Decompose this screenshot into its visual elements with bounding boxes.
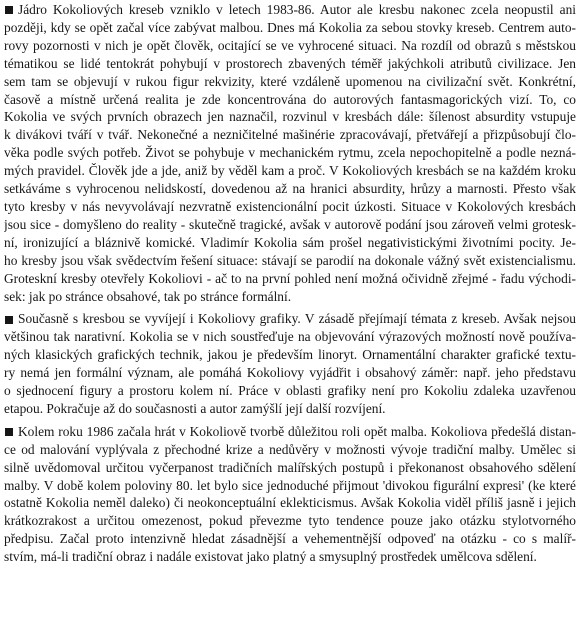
text-line: Kolem roku 1986 začala hrát v Kokoliově tvorbě důležitou roli opět malba. Kokoliova předešlá distan-: [4, 423, 576, 441]
text-line: předpisu. Začal proto intenzivně hledat zásadnější a vehementnější odpoveď na otázku - co s malíř-: [4, 531, 576, 547]
text-line: ostatně Kokolia neměl daleko) či neokonceptuální eklekticismus. Avšak Kokolia viděl příliš jasně i jejich: [4, 495, 576, 511]
text-line: stvím, má-li tradiční obraz i nadále existovat jako platný a smysuplný prostředek umělcova sdělení.: [4, 549, 537, 565]
text-line: tyto kresby v nás nevyvolávají nezvratně existencionální pocit úzkosti. Situace v Kokolových kresbách: [4, 198, 576, 214]
text-line: věka podle svých potřeb. Život se pohybuje v mechanickém rytmu, zcela nepochopitelně a podle nezná-: [4, 145, 576, 161]
text-line: Současně s kresbou se vyvíjejí i Kokoliovy grafiky. V zásadě přejímají témata z kreseb. Avšak nejsou: [4, 310, 576, 328]
text-line: Jádro Kokoliových kreseb vzniklo v letech 1983-86. Autor ale kresbu nakonec zcela neopustil ani: [4, 1, 576, 19]
text-line: většinou tak narativní. Kokolia se v nich soustřeďuje na objevování výrazových možností nově používa-: [4, 329, 576, 345]
text-line: krátkozrakost a určitou omezenost, pokud převezme tyto tendence pouze jako otázku stylotvorného: [4, 513, 576, 529]
text-line: sem tam se objevují v rukou figur rekvizity, které vzdáleně upomenou na civilizační svět. Konkrétní,: [4, 73, 576, 89]
text-line: ní, ironizující a bláznivě komické. Vladimír Kokolia sám prošel negativistickými životními pocity. Je-: [4, 234, 576, 250]
text-line: sek: jak po stránce obsahové, tak po stránce formální.: [4, 288, 292, 304]
text-line: jsou sice - domyšleno do reality - skutečně tragické, avšak v autorově podání jsou zároveň velmi grotesk-: [4, 216, 576, 232]
text-line: etapou. Pokračuje až do současnosti a autor zamýšlí její další rozvíjení.: [4, 400, 386, 416]
text-line: mých pravidel. Člověk jde a jde, aniž by věděl kam a proč. V Kokoliových kresbách se na každém kroku: [4, 163, 576, 179]
text-line: silně uvědomoval určitou vyčerpanost tradičních malířských postupů i překonanost obsahového sdělení: [4, 459, 576, 475]
text-line: o sjednocení figury a prostoru kolem ní. Práce v oblasti grafiky není pro Kokoliu zdaleka uzavřenou: [4, 383, 576, 399]
text-line: setkáváme s vyhrocenou nelidskostí, dovedenou až na hranici absurdity, hrůzy a marnosti. Přesto však: [4, 181, 576, 197]
bullet-square-icon: [5, 428, 13, 436]
text-line: Kokolia ve svých prvních obrazech jen naznačil, rozvinul v kresbách dále: šílenost absurdity vstupuje: [4, 109, 576, 125]
text-line: tématikou se lidé tentokrát pohybují v prostorech zbavených téměř jakýchkoli atributů civilizace. Jen: [4, 55, 576, 71]
paragraph-painting: [4, 423, 576, 566]
text-line: rovy pozornosti v nich je opět člověk, ocitající se ve vyhrocené situaci. Na rozdíl od obrazů s městskou: [4, 37, 576, 53]
text-line: ce od malování vyplývala z přechodné krize a nedůvěry v možnosti vývoje tradiční malby. Umělec si: [4, 441, 576, 457]
bullet-square-icon: [5, 6, 13, 14]
text-line: ho kresby jsou však svědectvím řešení situace: stávají se parodií na dokonale vážný svět existencialismu.: [4, 252, 576, 268]
text-line: k divákovi tváří v tvář. Nekonečné a nezničitelné mašinérie zpracovávají, přetvářejí a přizpůsobují člo-: [4, 127, 576, 143]
text-line: Groteskní kresby otevřely Kokoliovi - ač to na první pohled není možná očividně zřejmé - řadu východi-: [4, 270, 576, 286]
text-line: ných klasických grafických technik, jakou je především linoryt. Ornamentální charakter grafické textu-: [4, 347, 576, 363]
text-line: malby. V době kolem poloviny 80. let bylo sice jednoduché přijmout 'divokou figurální expresi' (ke které: [4, 477, 576, 493]
text-line: časově a místně určená realita je zde koncentrována do autorových fantasmagorických vizí. To, co: [4, 91, 576, 107]
bullet-square-icon: [5, 316, 13, 324]
text-line: později, kdy se opět začal více zabývat malbou. Dnes má Kokolia za sebou stovky kreseb. Centrem auto-: [4, 19, 576, 35]
paragraph-drawings: [4, 1, 576, 305]
text-line: ry nemá jen formální význam, ale pomáhá Kokoliovy vyjádřit i obsahový záměr: např. jeho představu: [4, 365, 576, 381]
paragraph-graphics: [4, 310, 576, 417]
